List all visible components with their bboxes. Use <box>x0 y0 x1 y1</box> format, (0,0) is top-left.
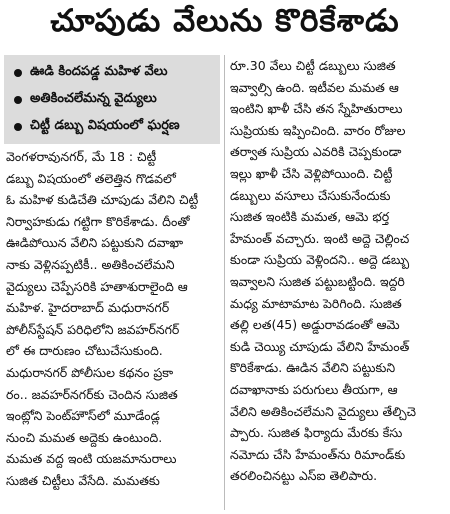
article-line: కుండా సుప్రియ వెళ్లిందని.. అద్దె డబ్బు <box>230 252 410 268</box>
column-divider <box>224 55 225 510</box>
article-line: కొరికేశాడు. ఊడిన వేలిని పట్టుకుని <box>230 360 396 376</box>
article-line: రం.. జవహర్‌నగర్‌కు చెందిన సుజిత <box>6 386 178 402</box>
article-line: దవాఖానాకు పరుగులు తీయగా, ఆ <box>230 381 398 397</box>
article-line: ఇంట్లోని పెంట్‌హౌస్‌లో మూడేండ్ల <box>6 408 160 424</box>
bullet-dot-icon <box>14 69 22 77</box>
article-line: మధురానగర్ పోలీసుల కథనం ప్రకా <box>6 364 174 380</box>
article-line: తర్వాత సుప్రియ ఎవరికి చెప్పకుండా <box>230 144 402 160</box>
article-right-column <box>230 55 446 487</box>
article-line: ప్పారు. సుజిత ఫిర్యాదు మేరకు కేసు <box>230 425 403 441</box>
article-line: మధ్య మాటామాట పెరిగింది. సుజిత <box>230 295 402 311</box>
highlight-text: ఊడి కిందపడ్డ మహిళ వేలు <box>30 63 168 79</box>
article-line: లో ఈ దారుణం చోటుచేసుకుంది. <box>6 343 163 359</box>
article-line: రూ.30 వేలు చిట్టీ డబ్బులు సుజిత <box>230 58 396 73</box>
article-line: కుడి చెయ్యి చూపుడు వేలిని హేమంత్ <box>230 338 410 354</box>
bullet-dot-icon <box>14 96 22 104</box>
headline: చూపుడు వేలును కొరికేశాడు <box>50 2 400 39</box>
highlight-text: అతికించలేమన్న వైద్యులు <box>30 90 157 106</box>
article-line: తల్లి లత(45) అడ్డురావడంతో ఆమె <box>230 317 400 333</box>
article-line: మమత వద్ద ఇంటి యజమానురాలు <box>6 451 177 467</box>
article-line: ఓ మహిళ కుడిచేతి చూపుడు వేలిని చిట్టీ <box>6 192 199 208</box>
article-line: ఇల్లు ఖాళీ చేసి వెళ్లిపోయింది. చిట్టీ <box>230 165 393 181</box>
article-line: డబ్బులు వసూలు చేసుకునేందుకు <box>230 187 391 203</box>
bullet-dot-icon <box>14 123 22 131</box>
highlight-item <box>10 113 216 140</box>
article-line: డబ్బు విషయంలో తలెత్తిన గొడవలో <box>6 170 176 186</box>
article-line: ఇవ్వాలని సుజిత పట్టుబట్టింది. ఇద్దరి <box>230 273 405 289</box>
article-line: సుజిత చిట్టీలు వేసేది. మమతకు <box>6 472 160 488</box>
article-line: ఊడిపోయిన వేలిని పట్టుకుని దవాఖా <box>6 235 184 251</box>
article-line: వేలిని అతికించలేమని వైద్యులు తేల్చిచె <box>230 403 417 419</box>
article-line: సుజిత ఇంటికి మమత, ఆమె భర్త <box>230 209 390 225</box>
highlight-item <box>10 59 216 86</box>
article-line: నిర్వాహకుడు గట్టిగా కొరికేశాడు. దీంతో <box>6 213 190 229</box>
article-left-column <box>6 146 222 492</box>
article-line: నాకు వెళ్లినప్పటికీ.. అతికించలేమని <box>6 256 175 272</box>
article-line: ఇవ్వాల్సి ఉంది. ఇటీవల మమత ఆ <box>230 79 399 95</box>
highlights-box <box>4 55 220 144</box>
article-line: హేమంత్ వచ్చారు. ఇంటి అద్దె చెల్లించ <box>230 230 410 246</box>
article-line: మహిళ. హైదరాబాద్ మధురానగర్ <box>6 300 170 316</box>
article-line: నుంచి మమత అద్దెకు ఉంటుంది. <box>6 429 163 445</box>
article-line: వైద్యులు చెప్పేసరికి హతాశురాలైంది ఆ <box>6 278 188 294</box>
highlight-text: చిట్టీ డబ్బు విషయంలో ఘర్షణ <box>30 117 180 133</box>
article-line: నమోదు చేసి హేమంత్‌ను రిమాండ్‌కు <box>230 446 406 462</box>
article-line: తరలించినట్టు ఎస్‌ఐ తెలిపారు. <box>230 468 378 484</box>
highlight-item <box>10 86 216 113</box>
article-line: పోలీస్‌స్టేషన్ పరిధిలోని జవహర్‌నగర్ <box>6 321 180 337</box>
article-line: సుప్రియకు ఇప్పించింది. వారం రోజుల <box>230 122 406 138</box>
article-line: వెంగళరావునగర్, మే 18 : చిట్టీ <box>6 149 157 164</box>
article-line: ఇంటిని ఖాళీ చేసి తన స్నేహితురాలు <box>230 101 403 117</box>
